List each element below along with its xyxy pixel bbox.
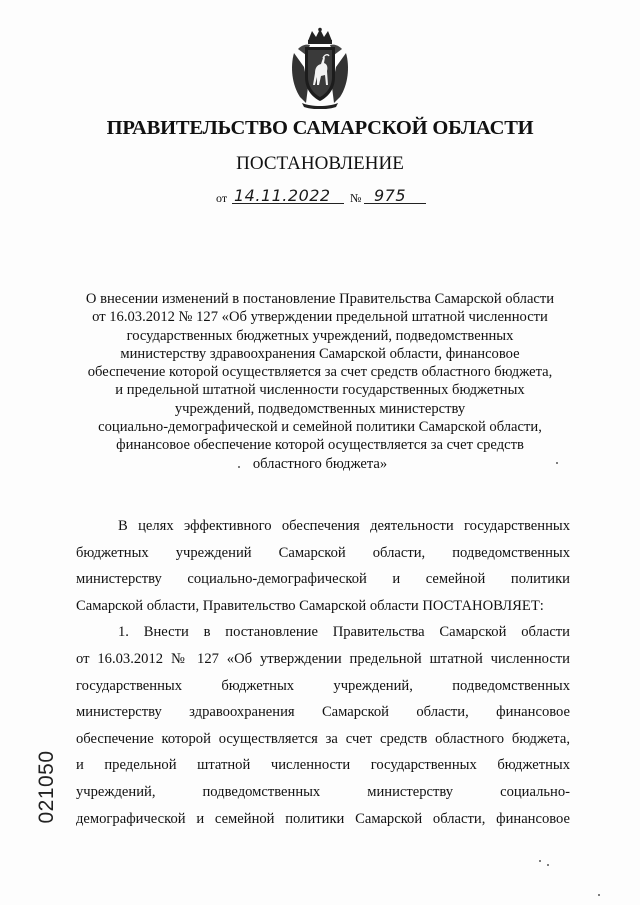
subject-line: О внесении изменений в постановление Правительства Самарской области xyxy=(85,291,555,307)
scan-speck xyxy=(238,466,240,468)
scan-speck xyxy=(539,860,541,862)
subject-line: от 16.03.2012 № 127 «Об утверждении предельной штатной численности xyxy=(92,309,548,326)
number-value: 975 xyxy=(374,186,407,205)
body-line: бюджетных учреждений Самарской области, подведомственных xyxy=(76,544,570,561)
subject-line: учреждений, подведомственных министерству xyxy=(174,400,466,417)
coat-of-arms-icon xyxy=(288,27,352,109)
body-line: учреждений, подведомственных министерству социально- xyxy=(76,783,570,800)
subject-line: социально-демографической и семейной политики Самарской области, xyxy=(98,419,542,436)
document-type: ПОСТАНОВЛЕНИЕ xyxy=(236,153,404,174)
subject-line: государственных бюджетных учреждений, подведомственных xyxy=(126,327,514,344)
body-line: 1. Внести в постановление Правительства Самарской области xyxy=(118,624,570,641)
body-line: от 16.03.2012 № 127 «Об утверждении предельной штатной численности xyxy=(76,650,570,667)
subject-line: и предельной штатной численности государственных бюджетных xyxy=(115,382,525,399)
body-line: государственных бюджетных учреждений, подведомственных xyxy=(76,677,570,694)
body-line: обеспечение которой осуществляется за счет средств областного бюджета, xyxy=(76,730,570,747)
margin-stamp xyxy=(27,742,67,832)
subject-line: областного бюджета» xyxy=(252,455,388,472)
scan-speck xyxy=(547,864,549,866)
subject-line: обеспечение которой осуществляется за счет средств областного бюджета, xyxy=(87,364,553,381)
body-line: В целях эффективного обеспечения деятельности государственных xyxy=(118,518,570,534)
margin-stamp-number: 021050 xyxy=(35,750,58,824)
date-number-line xyxy=(216,186,426,206)
document-subject xyxy=(70,290,570,473)
body-line: и предельной штатной численности государственных бюджетных xyxy=(76,757,570,774)
number-prefix: № xyxy=(350,191,362,205)
document-body xyxy=(76,516,570,835)
body-line: министерству здравоохранения Самарской области, финансовое xyxy=(76,704,570,721)
body-line: демографической и семейной политики Самарской области, финансовое xyxy=(76,810,570,827)
organization-title: ПРАВИТЕЛЬСТВО САМАРСКОЙ ОБЛАСТИ xyxy=(106,117,534,139)
date-value: 14.11.2022 xyxy=(234,186,331,205)
subject-line: финансовое обеспечение которой осуществляется за счет средств xyxy=(116,437,524,454)
date-prefix: от xyxy=(216,191,228,205)
scan-speck xyxy=(556,462,558,464)
body-line: министерству социально-демографической и семейной политики xyxy=(76,571,570,588)
scan-speck xyxy=(598,894,600,896)
subject-line: министерству здравоохранения Самарской области, финансовое xyxy=(120,345,520,362)
body-line: Самарской области, Правительство Самарской области ПОСТАНОВЛЯЕТ: xyxy=(76,597,544,614)
